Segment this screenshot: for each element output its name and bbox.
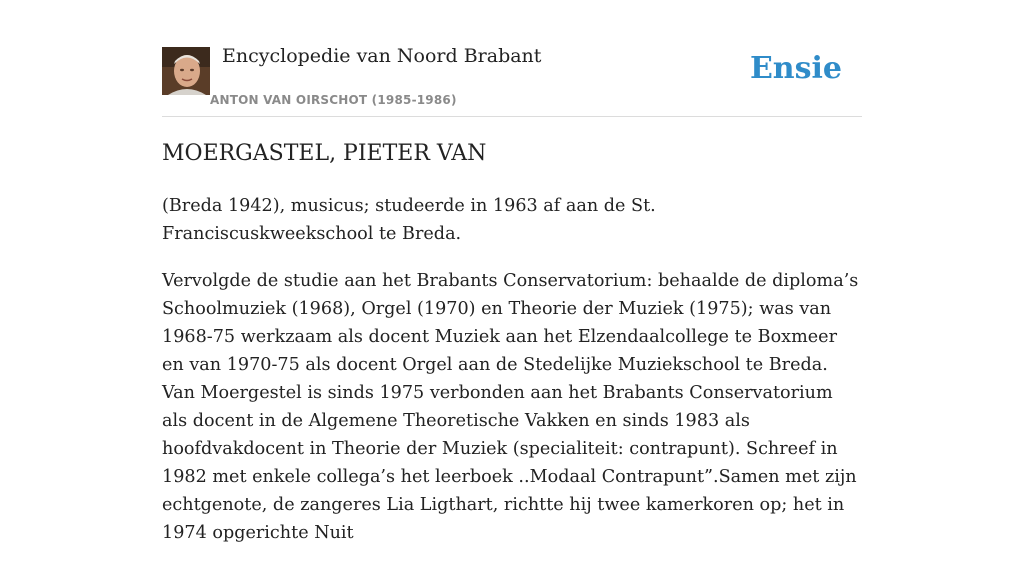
article-title: MOERGASTEL, PIETER VAN xyxy=(162,141,487,166)
article-paragraph: (Breda 1942), musicus; studeerde in 1963 af aan de St. Franciscuskweekschool te Breda. xyxy=(162,196,656,244)
author-name[interactable]: ANTON VAN OIRSCHOT (1985-1986) xyxy=(210,93,457,107)
source-title[interactable]: Encyclopedie van Noord Brabant xyxy=(222,45,542,67)
article-paragraph: Vervolgde de studie aan het Brabants Conservatorium: behaalde de diploma’s Schoolmuziek (1968), Orgel (1970) en Theorie der Muziek (1975); was van 1968-75 werkzaam als docent Muziek aan het Elzendaalcollege te Boxmeer en van 1970-75 als docent Orgel aan de Stedelijke Muziekschool te Breda. Van Moergestel is sinds 1975 verbonden aan het Brabants Conservatorium als docent in de Algemene Theoretische Vakken en sinds 1983 als hoofdvakdocent in Theorie der Muziek (specialiteit: contrapunt). Schreef in 1982 met enkele collega’s het leerboek ..Modaal Contrapunt”.Samen met zijn echtgenote, de zangeres Lia Ligthart, richtte hij twee kamerkoren op; het in 1974 opgerichte Nuit xyxy=(162,271,859,543)
author-avatar[interactable] xyxy=(162,47,210,95)
source-header xyxy=(162,0,862,117)
ensie-logo[interactable]: Ensie xyxy=(749,51,842,86)
article xyxy=(162,139,862,566)
author-portrait-icon xyxy=(162,47,210,95)
